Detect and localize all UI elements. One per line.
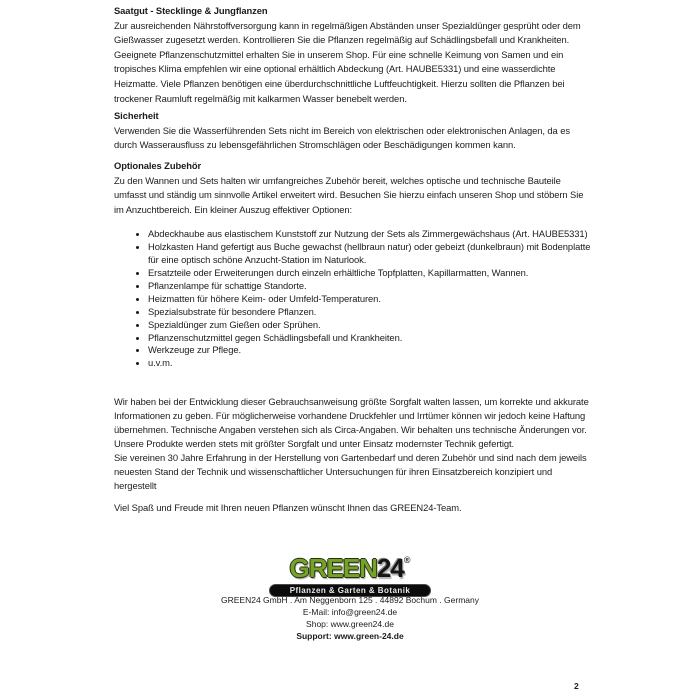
list-item: • Pflanzenschutzmittel gegen Schädlingsbefall und Krankheiten.	[148, 332, 595, 345]
list-item: • Abdeckhaube aus elastischem Kunststoff zur Nutzung der Sets als Zimmergewächshaus (Art. HAUBE5331)	[148, 228, 595, 241]
section-heading-zubehoer: Optionales Zubehör	[114, 159, 202, 171]
section-heading-sicherheit: Sicherheit	[114, 110, 159, 122]
list-item: • u.v.m.	[148, 357, 595, 370]
footer-support: Support: www.green-24.de	[296, 631, 404, 641]
accessory-list	[114, 228, 595, 370]
list-item: • Spezialsubstrate für besondere Pflanzen.	[148, 306, 595, 319]
logo-text-green: GREEN	[289, 553, 377, 583]
list-item: • Pflanzenlampe für schattige Standorte.	[148, 280, 595, 293]
section-body-saatgut: Zur ausreichenden Nährstoffversorgung kann in regelmäßigen Abständen unser Spezialdünger gesprüht oder dem Gießwasser zugesetzt werden. Kontrollieren Sie die Pflanzen regelmäßig auf Schädlingsbefall und Krankheiten. Geeignete Pflanzenschutzmittel erhalten Sie in unserem Shop. Für eine schnelle Keimung von Samen und ein tropisches Klima empfehlen wir eine optional erhältlich Abdeckung (Art. HAUBE5331) und eine wasserdichte Heizmatte. Viele Pflanzen benötigen eine überdurchschnittliche Luftfeuchtigkeit. Hierzu sollten die Pflanzen bei trockener Raumluft regelmäßig mit kalkarmen Wasser benebelt werden.	[114, 19, 581, 104]
logo-tagline: Pflanzen & Garten & Botanik	[269, 584, 431, 597]
section-sicherheit	[114, 109, 595, 153]
section-zubehoer	[114, 159, 595, 370]
closing-line: Viel Spaß und Freude mit Ihren neuen Pflanzen wünscht Ihnen das GREEN24-Team.	[114, 502, 462, 513]
disclaimer-paragraph-1: Wir haben bei der Entwicklung dieser Gebrauchsanweisung größte Sorgfalt walten lassen, um korrekte und akkurate Informationen zu geben. Für möglicherweise vorhandene Druckfehler und Irrtümer können wir jedoch keine Haftung übernehmen. Technische Angaben verstehen sich als Circa-Angaben. Wir behalten uns technische Änderungen vor. Unsere Produkte werden stets mit größter Sorgfalt und unter Einsatz modernster Technik gefertigt.	[114, 396, 589, 449]
section-body-zubehoer: Zu den Wannen und Sets halten wir umfangreiches Zubehör bereit, welches optische und technische Bauteile umfasst und ständig um sinnvolle Artikel erweitert wird. Besuchen Sie hierzu einfach unseren Shop und stöbern Sie im Anzuchtbereich. Ein kleiner Auszug effektiver Optionen:	[114, 174, 584, 215]
section-body-sicherheit: Verwenden Sie die Wasserführenden Sets nicht im Bereich von elektrischen oder elektronischen Anlagen, da es durch Wasserausfluss zu lebensgefährlichen Stromschlägen oder Beschädigungen kommen kann.	[114, 124, 570, 151]
list-item: • Spezialdünger zum Gießen oder Sprühen.	[148, 319, 595, 332]
list-item: • Holzkasten Hand gefertigt aus Buche gewachst (hellbraun natur) oder gebeizt (dunkelbraun) mit Bodenplatte für eine optisch schöne Anzucht-Station im Naturlook.	[148, 241, 595, 267]
section-saatgut	[114, 4, 595, 106]
list-item: • Heizmatten für höhere Keim- oder Umfeld-Temperaturen.	[148, 293, 595, 306]
footer-address: GREEN24 GmbH . Am Neggenborn 125 . 44892 Bochum . Germany	[221, 595, 479, 605]
disclaimer-paragraph-2: Sie vereinen 30 Jahre Erfahrung in der Herstellung von Gartenbedarf und deren Zubehör und sind nach dem jeweils neuesten Stand der Technik und wissenschaftlicher Untersuchungen für ihren Einsatzbereich konzipiert und hergestellt	[114, 452, 587, 491]
green24-logo	[0, 549, 700, 597]
list-item: • Ersatzteile oder Erweiterungen durch einzeln erhältliche Topfplatten, Kapillarmatten, Wannen.	[148, 267, 595, 280]
section-heading-saatgut: Saatgut - Stecklinge & Jungflanzen	[114, 5, 268, 16]
registered-trademark-icon: ®	[403, 555, 411, 565]
document-body	[114, 4, 595, 370]
logo-wordmark	[289, 549, 411, 583]
list-item: • Werkzeuge zur Pflege.	[148, 344, 595, 357]
logo-text-24: 24	[376, 553, 404, 583]
footer-contact	[0, 594, 700, 642]
disclaimer-block	[114, 395, 595, 493]
footer-email: E-Mail: info@green24.de	[302, 607, 398, 617]
footer-shop: Shop: www.green24.de	[306, 619, 394, 629]
page-number: 2	[574, 681, 579, 691]
